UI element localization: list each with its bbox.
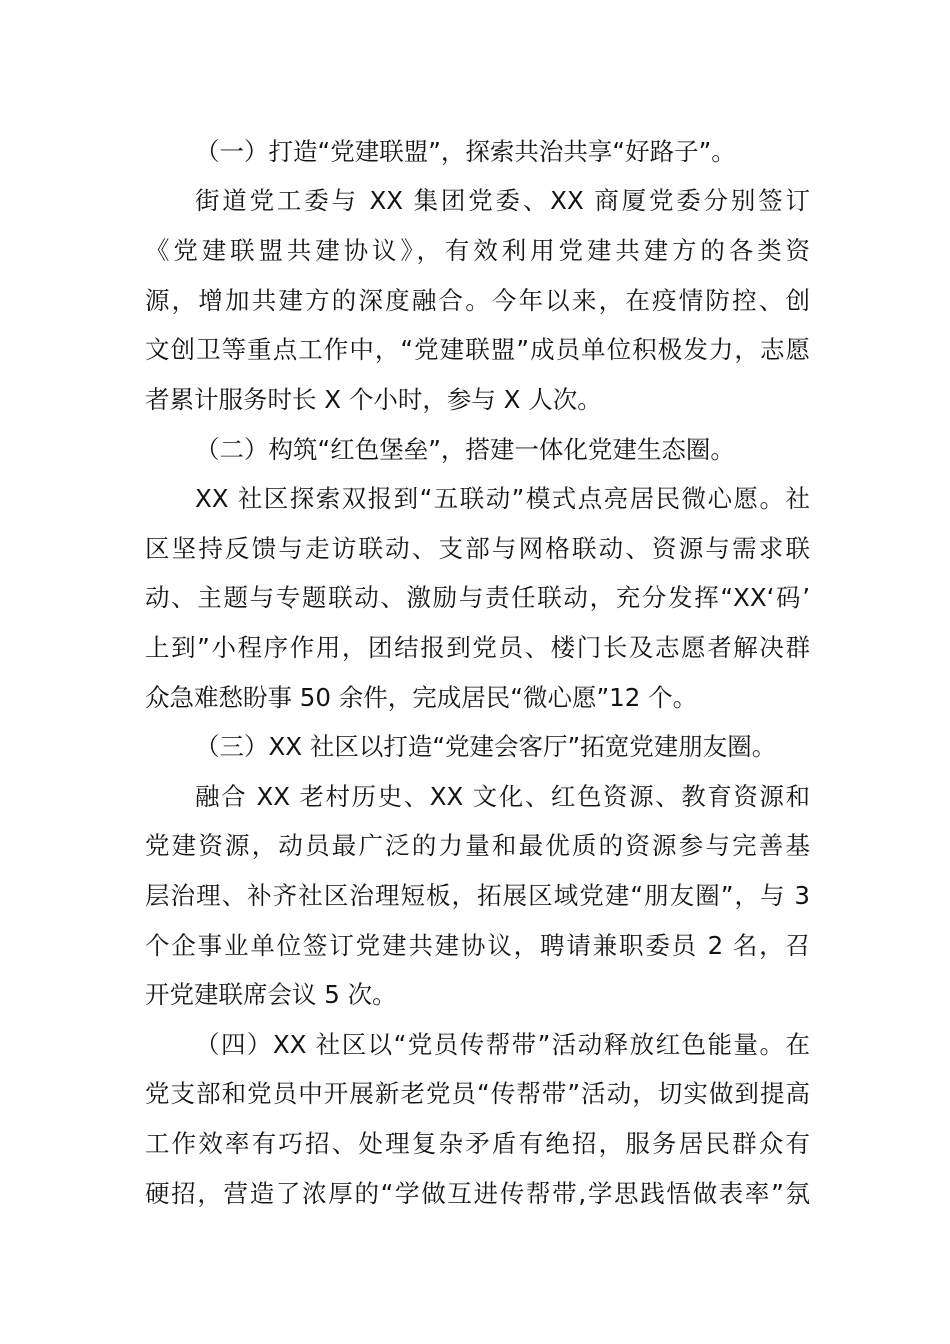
paragraph-line: 区坚持反馈与走访联动、支部与网格联动、资源与需求联 bbox=[145, 534, 810, 563]
paragraph-line: 动、主题与专题联动、激励与责任联动，充分发挥“XX‘码’ bbox=[145, 583, 810, 612]
paragraph-line: 上到”小程序作用，团结报到党员、楼门长及志愿者解决群 bbox=[145, 633, 810, 662]
paragraph-line: 者累计服务时长 X 个小时，参与 X 人次。 bbox=[145, 385, 602, 414]
paragraph-line: 工作效率有巧招、处理复杂矛盾有绝招，服务居民群众有 bbox=[145, 1129, 810, 1158]
paragraph-line: 层治理、补齐社区治理短板，拓展区域党建“朋友圈”，与 3 bbox=[145, 881, 810, 910]
paragraph-line: 众急难愁盼事 50 余件，完成居民“微心愿”12 个。 bbox=[145, 683, 698, 712]
paragraph-line: 开党建联席会议 5 次。 bbox=[145, 980, 397, 1009]
section-heading-3: （三）XX 社区以打造“党建会客厅”拓宽党建朋友圈。 bbox=[195, 732, 777, 761]
paragraph-line: 《党建联盟共建协议》，有效利用党建共建方的各类资 bbox=[145, 236, 810, 265]
section-heading-4: （四）XX 社区以“党员传帮带”活动释放红色能量。在 bbox=[195, 1030, 810, 1059]
paragraph-line: 源，增加共建方的深度融合。今年以来，在疫情防控、创 bbox=[145, 286, 810, 315]
paragraph-line: 文创卫等重点工作中，“党建联盟”成员单位积极发力，志愿 bbox=[145, 335, 810, 364]
paragraph-line: 街道党工委与 XX 集团党委、XX 商厦党委分别签订 bbox=[195, 186, 810, 215]
paragraph-line: 融合 XX 老村历史、XX 文化、红色资源、教育资源和 bbox=[195, 782, 810, 811]
paragraph-line: XX 社区探索双报到“五联动”模式点亮居民微心愿。社 bbox=[195, 484, 810, 513]
paragraph-line: 个企事业单位签订党建共建协议，聘请兼职委员 2 名，召 bbox=[145, 931, 810, 960]
section-heading-2: （二）构筑“红色堡垒”，搭建一体化党建生态圈。 bbox=[195, 435, 735, 464]
section-heading-1: （一）打造“党建联盟”，探索共治共享“好路子”。 bbox=[195, 137, 736, 166]
paragraph-line: 党建资源，动员最广泛的力量和最优质的资源参与完善基 bbox=[145, 831, 810, 860]
paragraph-line: 党支部和党员中开展新老党员“传帮带”活动，切实做到提高 bbox=[145, 1079, 810, 1108]
paragraph-line: 硬招，营造了浓厚的“学做互进传帮带,学思践悟做表率”氛 bbox=[145, 1179, 810, 1208]
